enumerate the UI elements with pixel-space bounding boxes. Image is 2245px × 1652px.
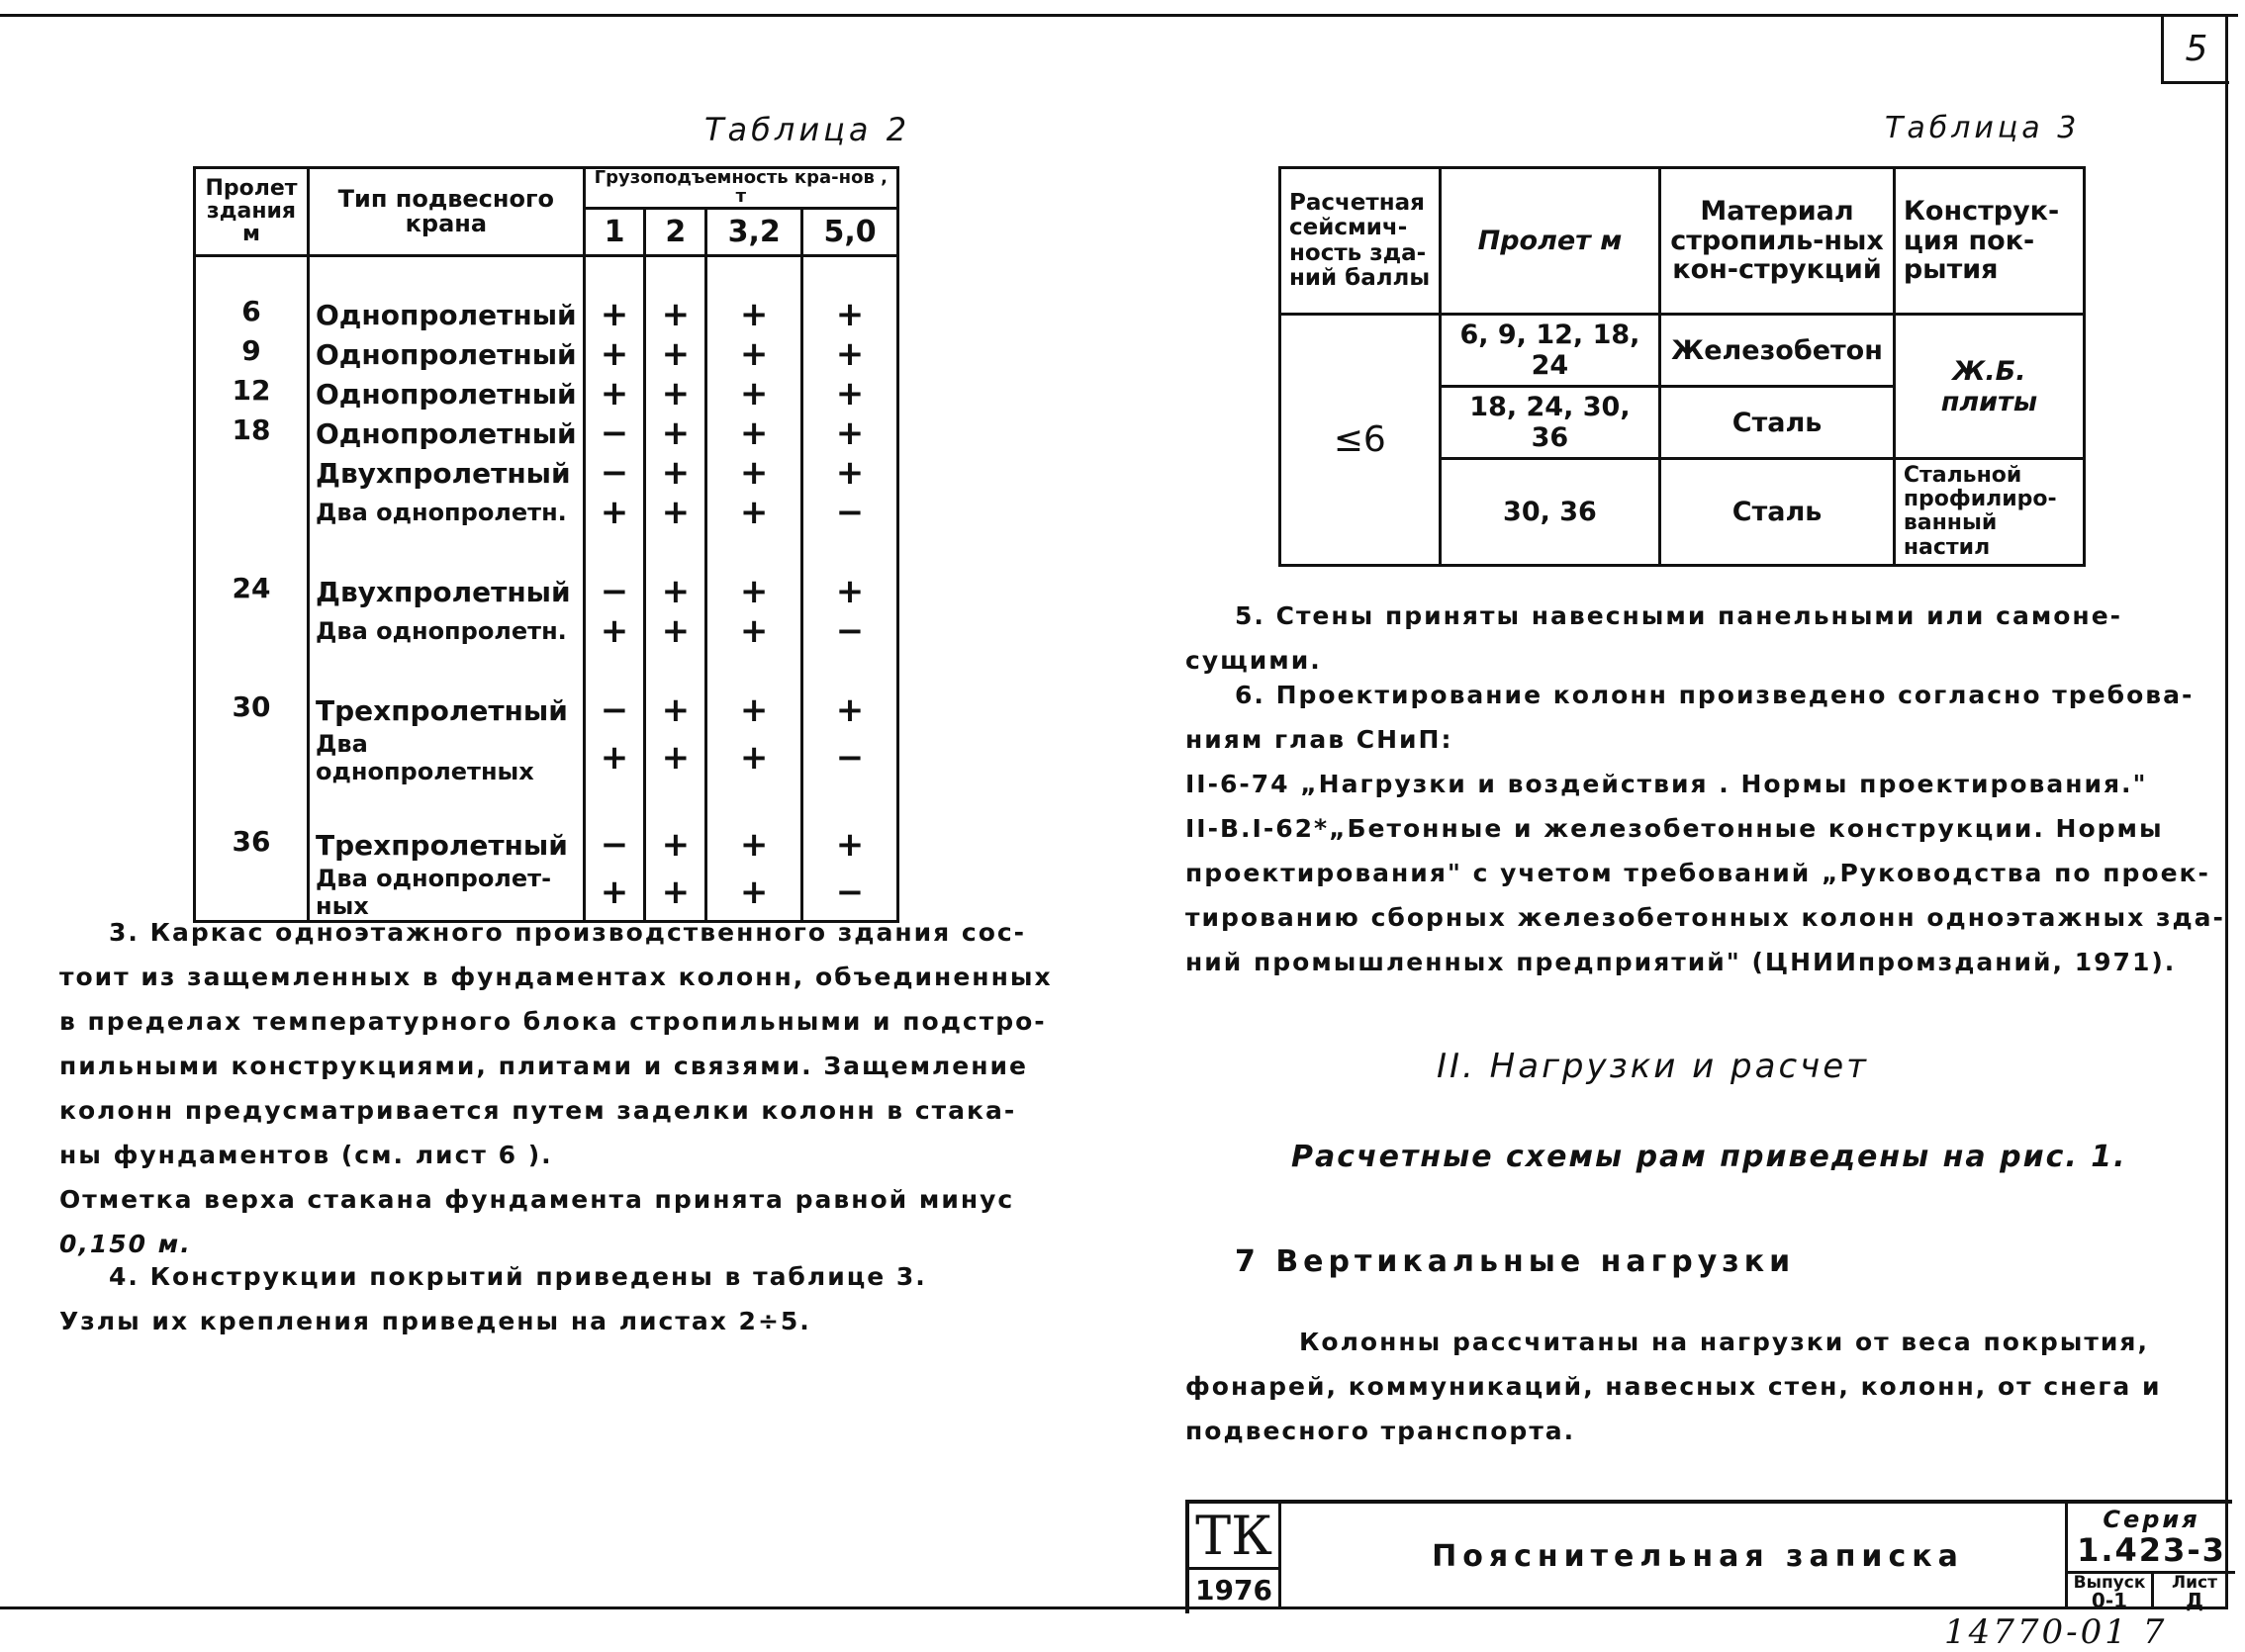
t2-header-type: Тип подвесного крана [309, 168, 585, 256]
t3-material-cell: Железобетон [1660, 315, 1895, 387]
schemes-note: Расчетные схемы рам приведены на рис. 1. [1291, 1140, 2127, 1174]
t3-span-cell: 6, 9, 12, 18, 24 [1440, 315, 1660, 387]
text-line: II-В.I-62*„Бетонные и железобетонные конструкции. Нормы [1185, 814, 2164, 843]
t2-mark-cell: + [645, 730, 706, 785]
table-row [195, 413, 898, 453]
t3-header-seismic: Расчетная сейсмич-ность зда-ний баллы [1280, 168, 1441, 315]
t3-header-span: Пролет м [1440, 168, 1660, 315]
series-block [2065, 1504, 2235, 1612]
t2-mark-cell: + [706, 730, 802, 785]
text-line: тоит из защемленных в фундаментах колонн, объединенных [59, 963, 1053, 991]
t2-mark-cell: + [706, 334, 802, 374]
t2-mark-cell: + [706, 690, 802, 730]
text-line: Отметка верха стакана фундамента принята равной минус [59, 1185, 1015, 1214]
text-line: пильными конструкциями, плитами и связями. Защемление [59, 1052, 1029, 1080]
table2-caption: Таблица 2 [704, 111, 911, 148]
t3-header-material: Материал стропиль-ных кон-струкций [1660, 168, 1895, 315]
t2-type-cell: Однопролетный [309, 295, 585, 334]
t2-mark-cell: − [584, 825, 645, 865]
t2-span-cell: 24 [195, 572, 309, 611]
table-spacer-row [195, 651, 898, 690]
paragraph-7 [1185, 1320, 2162, 1453]
text-line: колонн предусматривается путем заделки колонн в стака- [59, 1096, 1017, 1125]
t2-cap-1: 1 [584, 208, 645, 255]
table-row [195, 374, 898, 413]
t2-span-cell: 30 [195, 690, 309, 730]
t2-type-cell: Два однопролетн. [309, 493, 585, 532]
sheet-label: Лист [2172, 1573, 2217, 1593]
text-line: 3. Каркас одноэтажного производственного здания сос- [109, 918, 1027, 947]
t2-mark-cell: + [584, 334, 645, 374]
t2-mark-cell: + [706, 295, 802, 334]
t2-span-cell [195, 611, 309, 651]
vertical-loads-heading: 7 Вертикальные нагрузки [1235, 1244, 1796, 1279]
table-row [195, 493, 898, 532]
document-title: Пояснительная записка [1432, 1539, 1964, 1574]
text-line: подвесного транспорта. [1185, 1417, 1576, 1445]
text-line: ны фундаментов (см. лист 6 ). [59, 1141, 553, 1169]
t2-cap-3: 3,2 [706, 208, 802, 255]
t2-cap-2: 2 [645, 208, 706, 255]
paragraph-5 [1185, 594, 2122, 683]
t2-mark-cell: + [645, 295, 706, 334]
t2-mark-cell: + [802, 334, 898, 374]
paragraph-3 [59, 910, 1053, 1266]
t2-span-cell [195, 493, 309, 532]
t3-material-cell: Сталь [1660, 387, 1895, 459]
t2-span-cell: 12 [195, 374, 309, 413]
t3-span-cell: 30, 36 [1440, 459, 1660, 566]
table-row [195, 825, 898, 865]
t3-seismic-value: ≤6 [1280, 315, 1441, 566]
t2-mark-cell: + [802, 825, 898, 865]
t3-span-cell: 18, 24, 30, 36 [1440, 387, 1660, 459]
t2-type-cell: Два однопролетных [309, 730, 585, 785]
table3-caption: Таблица 3 [1885, 111, 2081, 145]
t2-mark-cell: + [645, 334, 706, 374]
t2-mark-cell: + [706, 493, 802, 532]
t2-mark-cell: − [802, 611, 898, 651]
sheet-cell [2154, 1573, 2235, 1612]
t2-span-cell [195, 453, 309, 493]
handwritten-reference: 14770-01 7 [1944, 1612, 2168, 1652]
issue-cell [2068, 1573, 2154, 1612]
t2-mark-cell: + [645, 374, 706, 413]
text-line: Узлы их крепления приведены на листах 2÷5. [59, 1307, 811, 1335]
table2 [193, 166, 899, 962]
t2-mark-cell: + [706, 453, 802, 493]
table-row [195, 453, 898, 493]
t2-mark-cell: + [802, 572, 898, 611]
t2-mark-cell: + [706, 572, 802, 611]
text-line: ний промышленных предприятий" (ЦНИИпромзданий, 1971). [1185, 948, 2177, 976]
table3 [1278, 166, 2086, 567]
paragraph-4 [59, 1254, 927, 1343]
text-line: проектирования" с учетом требований „Руководства по проек- [1185, 859, 2210, 887]
text-line: 6. Проектирование колонн произведено согласно требова- [1235, 681, 2195, 709]
issue-label: Выпуск [2073, 1573, 2146, 1593]
t2-mark-cell: − [802, 730, 898, 785]
text-line: фонарей, коммуникаций, навесных стен, колонн, от снега и [1185, 1372, 2162, 1401]
t2-mark-cell: + [645, 493, 706, 532]
t2-mark-cell: + [706, 865, 802, 922]
t2-span-cell [195, 730, 309, 785]
frame-top-line [0, 14, 2238, 17]
section-heading: II. Нагрузки и расчет [1437, 1047, 1869, 1086]
t2-mark-cell: − [802, 865, 898, 922]
t2-mark-cell: + [802, 295, 898, 334]
table-row [195, 334, 898, 374]
t3-roof-cell: Ж.Б. плиты [1894, 315, 2084, 459]
text-line: в пределах температурного блока стропильными и подстро- [59, 1007, 1047, 1036]
t2-type-cell: Два однопролет-ных [309, 865, 585, 922]
t2-mark-cell: + [584, 730, 645, 785]
t2-mark-cell: + [584, 865, 645, 922]
t2-mark-cell: + [645, 413, 706, 453]
t2-header-span: Пролет здания м [195, 168, 309, 256]
text-line: сущими. [1185, 646, 1322, 675]
t2-type-cell: Двухпролетный [309, 572, 585, 611]
t2-mark-cell: + [645, 453, 706, 493]
t2-mark-cell: + [645, 690, 706, 730]
tk-logo [1189, 1504, 1281, 1609]
t2-span-cell: 36 [195, 825, 309, 865]
frame-right-line [2225, 14, 2228, 1608]
t2-type-cell: Два однопролетн. [309, 611, 585, 651]
t2-mark-cell: + [706, 611, 802, 651]
t2-mark-cell: + [706, 825, 802, 865]
text-line: 0,150 м. [59, 1230, 192, 1258]
tk-logo-text: ТК [1189, 1504, 1278, 1570]
t2-mark-cell: + [645, 825, 706, 865]
t2-type-cell: Трехпролетный [309, 825, 585, 865]
t2-mark-cell: + [802, 413, 898, 453]
t3-header-roof: Конструк-ция пок-рытия [1894, 168, 2084, 315]
text-line: 4. Конструкции покрытий приведены в таблице 3. [109, 1262, 927, 1291]
t2-type-cell: Однопролетный [309, 374, 585, 413]
t2-mark-cell: − [584, 453, 645, 493]
page-number: 5 [2161, 16, 2229, 84]
t2-type-cell: Двухпролетный [309, 453, 585, 493]
t2-header-capacity: Грузоподъемность кра-нов , т [584, 168, 897, 209]
table-row [195, 730, 898, 785]
t2-mark-cell: + [802, 690, 898, 730]
t2-mark-cell: + [645, 611, 706, 651]
paragraph-6 [1185, 673, 2225, 984]
text-line: II-6-74 „Нагрузки и воздействия . Нормы проектирования." [1185, 770, 2148, 798]
t2-type-cell: Трехпролетный [309, 690, 585, 730]
table-spacer-row [195, 785, 898, 825]
t2-mark-cell: + [584, 374, 645, 413]
t2-mark-cell: + [645, 865, 706, 922]
t2-type-cell: Однопролетный [309, 334, 585, 374]
t3-material-cell: Сталь [1660, 459, 1895, 566]
table-spacer-row [195, 532, 898, 572]
table-row [195, 611, 898, 651]
table-row [195, 690, 898, 730]
t2-mark-cell: − [584, 572, 645, 611]
sheet-value: Д [2186, 1589, 2203, 1612]
t2-mark-cell: + [584, 611, 645, 651]
t2-mark-cell: − [584, 413, 645, 453]
t2-mark-cell: − [584, 690, 645, 730]
t2-mark-cell: + [645, 572, 706, 611]
t2-span-cell: 6 [195, 295, 309, 334]
t2-mark-cell: + [802, 453, 898, 493]
t3-roof-cell: Стальной профилиро-ванный настил [1894, 459, 2084, 566]
t2-mark-cell: + [584, 493, 645, 532]
text-line: Колонны рассчитаны на нагрузки от веса покрытия, [1299, 1328, 2149, 1356]
t2-span-cell: 18 [195, 413, 309, 453]
text-line: ниям глав СНиП: [1185, 725, 1453, 754]
series-label: Серия [2103, 1506, 2200, 1533]
title-block [1185, 1500, 2232, 1613]
series-number: 1.423-3 [2068, 1531, 2235, 1574]
t2-type-cell: Однопролетный [309, 413, 585, 453]
t2-mark-cell: + [584, 295, 645, 334]
issue-value: 0-1 [2091, 1589, 2128, 1612]
t2-cap-4: 5,0 [802, 208, 898, 255]
table-row [195, 572, 898, 611]
text-line: 5. Стены приняты навесными панельными или самоне- [1235, 601, 2123, 630]
t2-mark-cell: + [706, 374, 802, 413]
t2-mark-cell: − [802, 493, 898, 532]
t2-span-cell: 9 [195, 334, 309, 374]
t2-mark-cell: + [802, 374, 898, 413]
t2-mark-cell: + [706, 413, 802, 453]
table-row [195, 295, 898, 334]
stamp-year: 1976 [1195, 1573, 1272, 1606]
text-line: тированию сборных железобетонных колонн одноэтажных зда- [1185, 903, 2225, 932]
